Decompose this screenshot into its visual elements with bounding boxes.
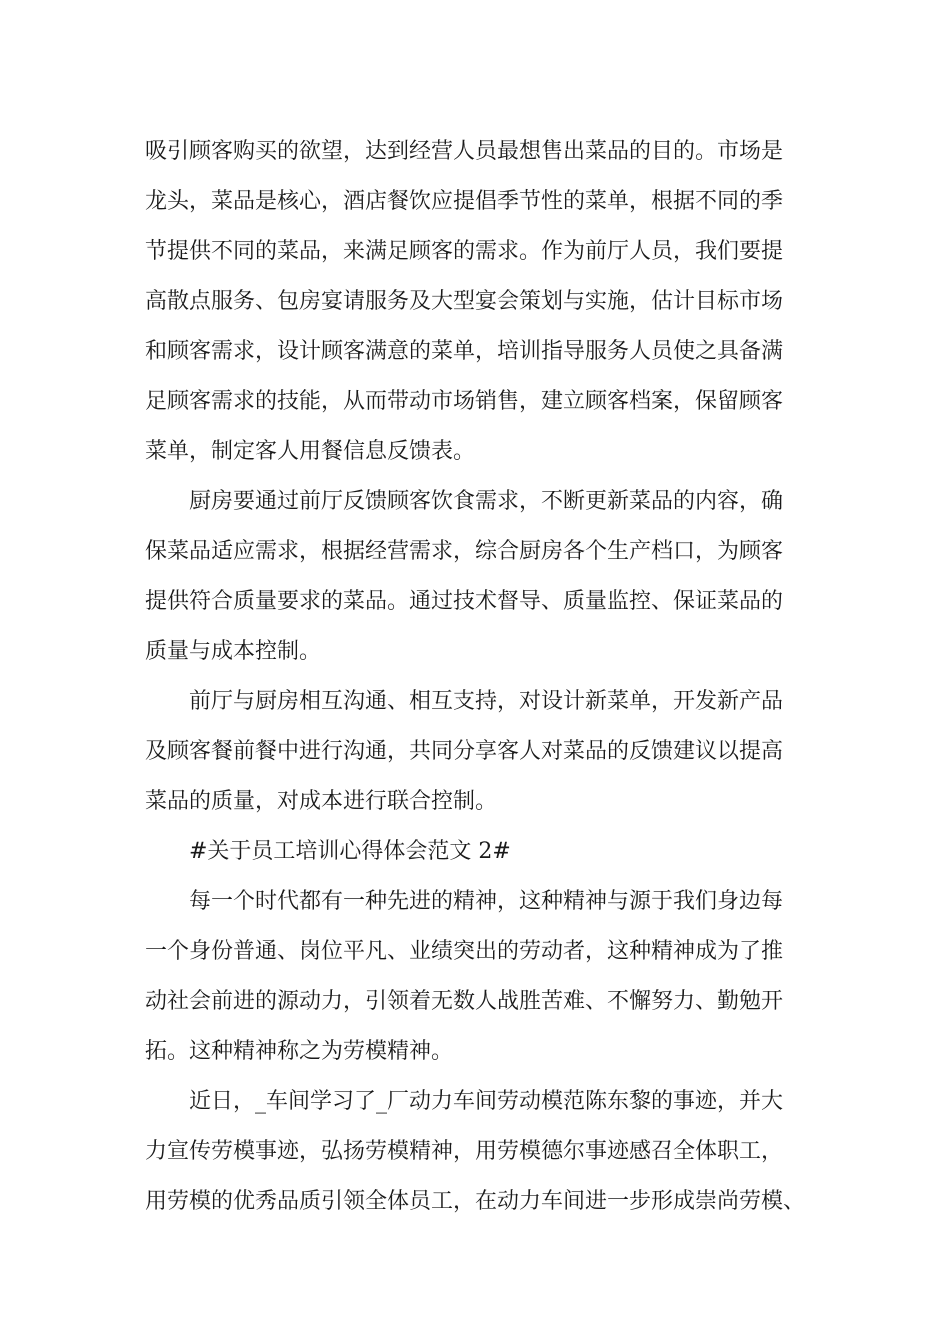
text-line: 用劳模的优秀品质引领全体员工，在动力车间进一步形成崇尚劳模、 [145, 1189, 806, 1214]
text-line: 和顾客需求，设计顾客满意的菜单，培训指导服务人员使之具备满 [145, 339, 784, 364]
text-line: 保菜品适应需求，根据经营需求，综合厨房各个生产档口，为顾客 [145, 539, 784, 564]
text-line: 吸引顾客购买的欲望，达到经营人员最想售出菜品的目的。市场是 [145, 139, 784, 164]
text-line: 龙头，菜品是核心，酒店餐饮应提倡季节性的菜单，根据不同的季 [145, 189, 784, 214]
heading-text: #关于员工培训心得体会范文 2# [189, 839, 511, 864]
text-line: 节提供不同的菜品，来满足顾客的需求。作为前厅人员，我们要提 [145, 239, 784, 264]
paragraph [145, 477, 825, 677]
text-line: 提供符合质量要求的菜品。通过技术督导、质量监控、保证菜品的 [145, 589, 784, 614]
paragraph [145, 677, 825, 827]
text-line: 一个身份普通、岗位平凡、业绩突出的劳动者，这种精神成为了推 [145, 939, 784, 964]
text-line: 力宣传劳模事迹，弘扬劳模精神，用劳模德尔事迹感召全体职工， [145, 1139, 784, 1164]
text-line: 近日，_车间学习了_厂动力车间劳动模范陈东黎的事迹，并大 [189, 1089, 784, 1114]
text-line: 前厅与厨房相互沟通、相互支持，对设计新菜单，开发新产品 [189, 689, 784, 714]
paragraph [145, 127, 825, 477]
paragraph [145, 1077, 825, 1227]
text-line: 菜单，制定客人用餐信息反馈表。 [145, 439, 476, 464]
text-line: 动社会前进的源动力，引领着无数人战胜苦难、不懈努力、勤勉开 [145, 989, 784, 1014]
text-line: 每一个时代都有一种先进的精神，这种精神与源于我们身边每 [189, 889, 784, 914]
text-line: 高散点服务、包房宴请服务及大型宴会策划与实施，估计目标市场 [145, 289, 784, 314]
text-line: 足顾客需求的技能，从而带动市场销售，建立顾客档案，保留顾客 [145, 389, 784, 414]
section-heading [145, 827, 825, 877]
text-line: 菜品的质量，对成本进行联合控制。 [145, 789, 498, 814]
text-line: 拓。这种精神称之为劳模精神。 [145, 1039, 454, 1064]
paragraph [145, 877, 825, 1077]
text-line: 质量与成本控制。 [145, 639, 322, 664]
text-line: 厨房要通过前厅反馈顾客饮食需求，不断更新菜品的内容，确 [189, 489, 784, 514]
text-line: 及顾客餐前餐中进行沟通，共同分享客人对菜品的反馈建议以提高 [145, 739, 784, 764]
